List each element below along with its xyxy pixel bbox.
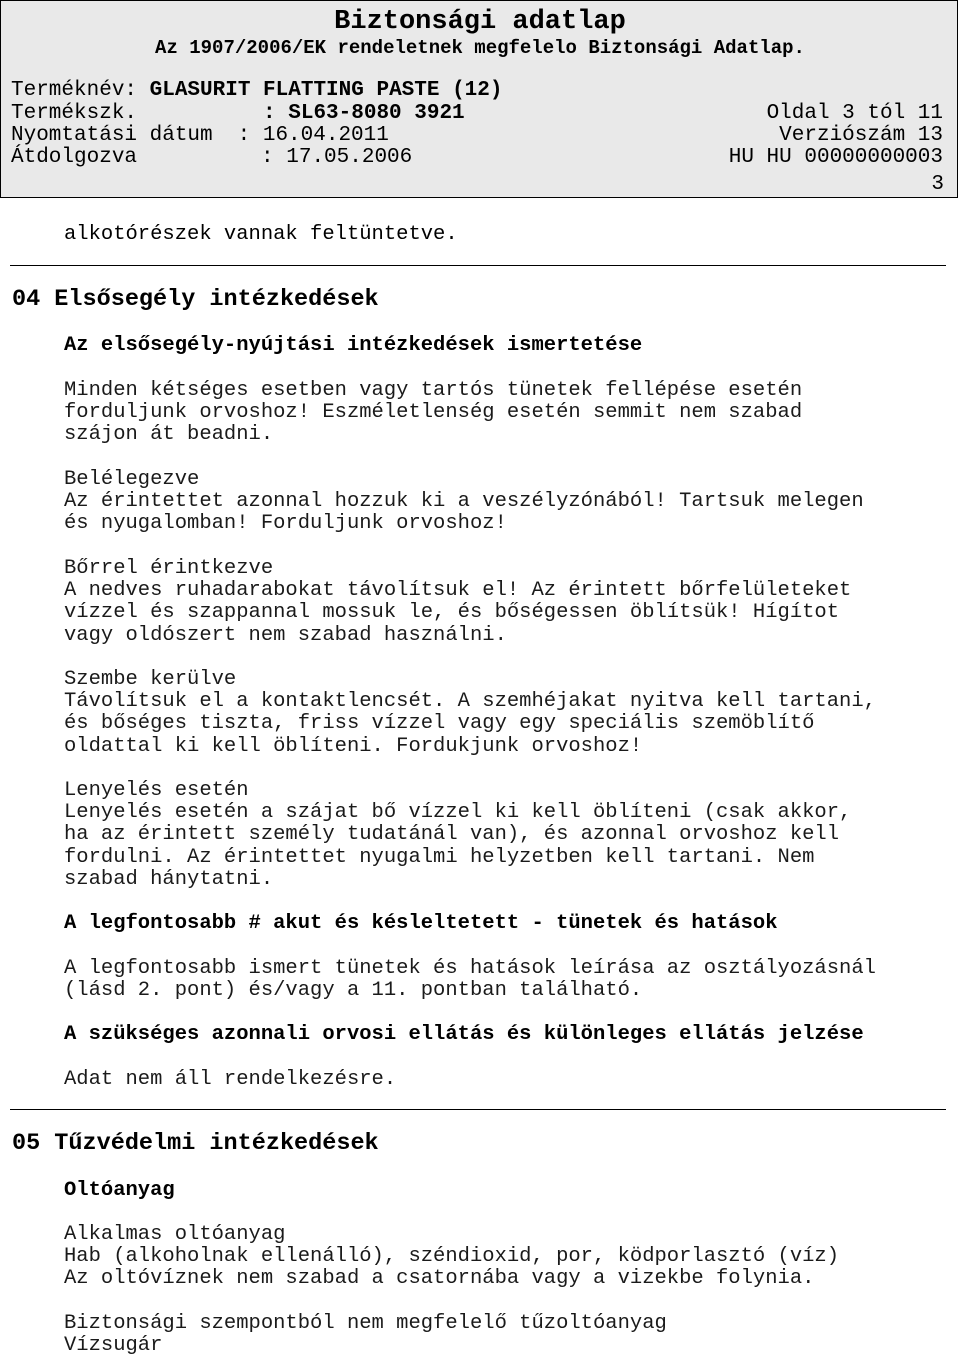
- version-number: Verziószám 13: [779, 124, 943, 147]
- symptoms-subheading: A legfontosabb # akut és késleltetett - tünetek és hatások: [64, 912, 778, 935]
- suitable-media-title: Alkalmas oltóanyag: [64, 1223, 286, 1246]
- eye-contact-title: Szembe kerülve: [64, 668, 237, 691]
- medical-care-subheading: A szükséges azonnali orvosi ellátás és különleges ellátás jelzése: [64, 1023, 864, 1046]
- section-04-heading: 04 Elsősegély intézkedések: [12, 286, 379, 313]
- document-header: [0, 0, 958, 198]
- extinguishing-subheading: Oltóanyag: [64, 1179, 175, 1202]
- product-name-row: [11, 80, 502, 102]
- revised-label: Átdolgozva: [11, 146, 138, 169]
- revised-row: [11, 147, 412, 169]
- document-subtitle: Az 1907/2006/EK rendeletnek megfelelo Biztonsági Adatlap.: [155, 37, 805, 59]
- document-title: Biztonsági adatlap: [334, 7, 626, 37]
- product-name-label: Terméknév:: [11, 79, 150, 102]
- general-advice: Minden kétséges esetben vagy tartós tünetek fellépése esetén forduljunk orvoshoz! Eszméletlenség esetén semmit nem szabad szájon át beadni.: [64, 379, 803, 447]
- print-date-label: Nyomtatási dátum: [11, 124, 213, 147]
- inhalation-block: Belélegezve Az érintettet azonnal hozzuk ki a veszélyzónából! Tartsuk melegen és nyugalomban! Forduljunk orvoshoz!: [64, 468, 864, 536]
- product-code-row: [11, 103, 465, 125]
- symptoms-text: A legfontosabb ismert tünetek és hatások leírása az osztályozásnál (lásd 2. pont) és/vagy a 11. pontban található.: [64, 957, 876, 1003]
- product-code-value: : SL63-8080 3921: [263, 102, 465, 125]
- skin-contact-block: Bőrrel érintkezve A nedves ruhadarabokat távolítsuk el! Az érintett bőrfelületeket vízzel és szappannal mossuk le, és bőségessen öblítsük! Hígítot vagy oldószert nem szabad használni.: [64, 557, 852, 647]
- ingestion-block: Lenyelés esetén Lenyelés esetén a szájat bő vízzel ki kell öblíteni (csak akkor, ha az érintett személy tudatánál van), és azonnal orvoshoz kell fordulni. Az érintettet nyugalmi helyzetben kell tartani. Nem szabad hánytatni.: [64, 779, 852, 891]
- suitable-media-block: Alkalmas oltóanyag Hab (alkoholnak ellenálló), széndioxid, por, ködporlasztó (víz) Az oltóvíznek nem szabad a csatornába vagy a vizekbe folynia.: [64, 1223, 840, 1291]
- unsuitable-media-block: Biztonsági szempontból nem megfelelő tűzoltóanyag Vízsugár: [64, 1312, 667, 1358]
- unsuitable-media-title: Biztonsági szempontból nem megfelelő tűzoltóanyag: [64, 1312, 667, 1335]
- section-divider: [10, 1109, 946, 1110]
- product-code-label: Termékszk.: [11, 102, 138, 125]
- first-aid-subheading: Az elsősegély-nyújtási intézkedések ismertetése: [64, 334, 643, 357]
- page-mark: 3: [931, 173, 944, 196]
- medical-care-text: Adat nem áll rendelkezésre.: [64, 1068, 397, 1091]
- skin-contact-title: Bőrrel érintkezve: [64, 557, 274, 580]
- document-id: HU HU 00000000003: [728, 146, 943, 169]
- section-divider: [10, 265, 946, 266]
- product-name-value: GLASURIT FLATTING PASTE (12): [149, 79, 503, 102]
- inhalation-title: Belélegezve: [64, 468, 200, 491]
- ingestion-title: Lenyelés esetén: [64, 779, 249, 802]
- section-05-heading: 05 Tűzvédelmi intézkedések: [12, 1130, 379, 1157]
- intro-line: alkotórészek vannak feltüntetve.: [64, 223, 458, 246]
- eye-contact-block: Szembe kerülve Távolítsuk el a kontaktlencsét. A szemhéjakat nyitva kell tartani, és bőséges tiszta, friss vízzel vagy egy speciális szemöblítő oldattal ki kell öblíteni. Fordukjunk orvoshoz!: [64, 668, 876, 758]
- revised-value: : 17.05.2006: [261, 146, 413, 169]
- page-number: Oldal 3 tól 11: [766, 102, 943, 125]
- print-date-row: [11, 125, 389, 147]
- print-date-value: : 16.04.2011: [237, 124, 389, 147]
